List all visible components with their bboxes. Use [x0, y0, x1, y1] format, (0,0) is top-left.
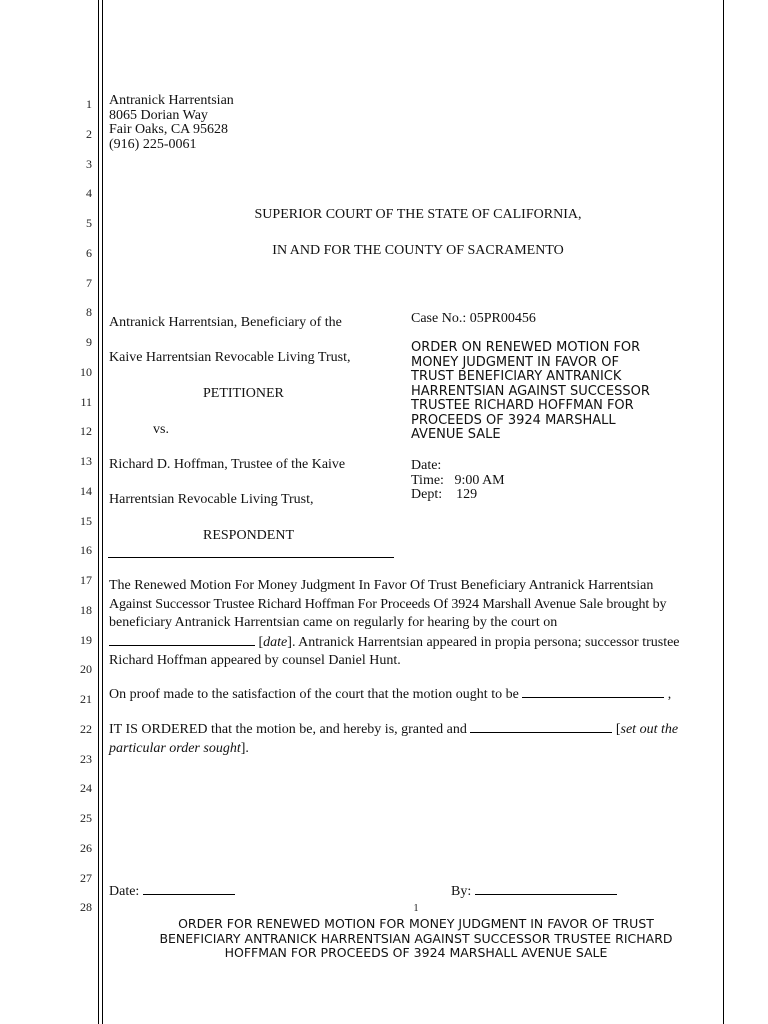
page-number: 1 — [413, 903, 419, 914]
left-margin-rule-outer — [98, 0, 99, 1024]
para2: On proof made to the satisfaction of the court that the motion ought to be , — [109, 687, 672, 702]
line-number: 21 — [80, 692, 92, 706]
court-name: SUPERIOR COURT OF THE STATE OF CALIFORNIA, — [254, 207, 582, 222]
attorney-block — [109, 94, 234, 152]
motion-outcome-blank[interactable] — [522, 685, 664, 698]
document-title-line: TRUST BENEFICIARY ANTRANICK — [411, 369, 622, 384]
line-number: 26 — [80, 840, 92, 855]
date-placeholder: date — [263, 634, 288, 650]
line-number: 3 — [86, 156, 92, 171]
line-number: 20 — [80, 662, 92, 677]
para1-line-5: Richard Hoffman appeared by counsel Daniel Hunt. — [109, 653, 401, 668]
line-number: 4 — [86, 186, 92, 201]
right-margin-rule — [723, 0, 724, 1024]
order-blank[interactable] — [470, 720, 612, 733]
document-title-line: TRUSTEE RICHARD HOFFMAN FOR — [411, 398, 634, 413]
signature-date-label: Date: — [109, 884, 140, 899]
para1-line-2: Against Successor Trustee Richard Hoffman For Proceeds Of 3924 Marshall Avenue Sale brought by — [109, 596, 667, 612]
document-title-line: MONEY JUDGMENT IN FAVOR OF — [411, 354, 619, 370]
order-body: The Renewed Motion For Money Judgment In Favor Of Trust Beneficiary Antranick Harrentsian Against Successor Trustee Richard Hoffman For Proceeds Of 3924 Marshall Avenue Sale brought by beneficiary Antranick Harrentsian came on regularly for hearing by the court on [date]. Antranick Harrentsian appeared in propia persona; successor trustee Richard Hoffman appeared by counsel Daniel Hunt. — [109, 577, 723, 671]
line-number: 10 — [80, 364, 92, 379]
signature-by-label: By: — [451, 884, 472, 899]
footer-line-1: ORDER FOR RENEWED MOTION FOR MONEY JUDGMENT IN FAVOR OF TRUST — [178, 916, 654, 931]
line-number: 14 — [80, 483, 92, 498]
line-number: 12 — [80, 424, 92, 439]
versus: vs. — [153, 422, 169, 437]
line-number: 22 — [80, 721, 92, 736]
line-number: 18 — [80, 602, 92, 617]
left-margin-rule-inner — [102, 0, 103, 1024]
hearing-dept-label: Dept: — [411, 487, 443, 502]
respondent-line-2: Harrentsian Revocable Living Trust, — [109, 492, 314, 507]
document-title-line: ORDER ON RENEWED MOTION FOR — [411, 340, 641, 355]
line-number: 23 — [80, 751, 92, 766]
signature-by — [451, 882, 617, 900]
hearing-dept-value: 129 — [456, 487, 478, 502]
para1-line-3: beneficiary Antranick Harrentsian came on regularly for hearing by the court on — [109, 615, 558, 630]
line-number: 28 — [80, 900, 92, 915]
signature-date-blank[interactable] — [143, 882, 235, 895]
para1-line-1: The Renewed Motion For Money Judgment In Favor Of Trust Beneficiary Antranick Harrentsian — [109, 578, 654, 593]
line-number: 6 — [86, 245, 92, 260]
signature-by-blank[interactable] — [475, 882, 617, 895]
petitioner-line-1: Antranick Harrentsian, Beneficiary of the — [109, 315, 342, 330]
line-number: 27 — [80, 870, 92, 885]
line-number: 24 — [80, 781, 92, 796]
hearing-info — [411, 459, 505, 503]
footer-line-2: BENEFICIARY ANTRANICK HARRENTSIAN AGAINST SUCCESSOR TRUSTEE RICHARD — [159, 930, 673, 946]
line-number: 1 — [86, 97, 92, 111]
caption-divider — [108, 557, 394, 558]
para3: IT IS ORDERED that the motion be, and hereby is, granted and [set out the particular order sought]. — [109, 722, 679, 756]
case-number: Case No.: 05PR00456 — [411, 311, 536, 326]
attorney-phone: (916) 225-0061 — [109, 136, 197, 152]
line-number: 11 — [80, 394, 92, 409]
line-number: 13 — [80, 454, 92, 468]
respondent-line-1: Richard D. Hoffman, Trustee of the Kaive — [109, 457, 346, 472]
line-number: 8 — [86, 305, 92, 320]
footer-title — [110, 917, 722, 961]
line-number: 5 — [86, 216, 92, 230]
court-county: IN AND FOR THE COUNTY OF SACRAMENTO — [272, 243, 564, 258]
line-number: 17 — [80, 573, 92, 587]
line-number: 25 — [80, 811, 92, 825]
hearing-date-label: Date: — [411, 458, 442, 473]
line-number: 19 — [80, 632, 92, 647]
petitioner-label: PETITIONER — [203, 386, 284, 401]
line-number: 16 — [80, 543, 92, 558]
signature-date — [109, 882, 235, 900]
document-title — [411, 341, 650, 443]
petitioner-line-2: Kaive Harrentsian Revocable Living Trust, — [109, 350, 351, 365]
hearing-time-label: Time: — [411, 472, 444, 488]
attorney-street: 8065 Dorian Way — [109, 107, 208, 123]
respondent-label: RESPONDENT — [203, 528, 295, 543]
document-title-line: AVENUE SALE — [411, 427, 501, 442]
hearing-time-value: 9:00 AM — [454, 472, 505, 488]
document-title-line: HARRENTSIAN AGAINST SUCCESSOR — [411, 383, 650, 399]
hearing-date-blank[interactable] — [109, 633, 255, 646]
line-number: 15 — [80, 513, 92, 528]
attorney-city: Fair Oaks, CA 95628 — [109, 122, 228, 137]
line-number: 7 — [86, 275, 92, 290]
footer-line-3: HOFFMAN FOR PROCEEDS OF 3924 MARSHALL AVENUE SALE — [224, 945, 608, 960]
attorney-name: Antranick Harrentsian — [109, 93, 234, 108]
line-number: 2 — [86, 126, 92, 141]
line-number: 9 — [86, 335, 92, 349]
document-title-line: PROCEEDS OF 3924 MARSHALL — [411, 412, 616, 428]
